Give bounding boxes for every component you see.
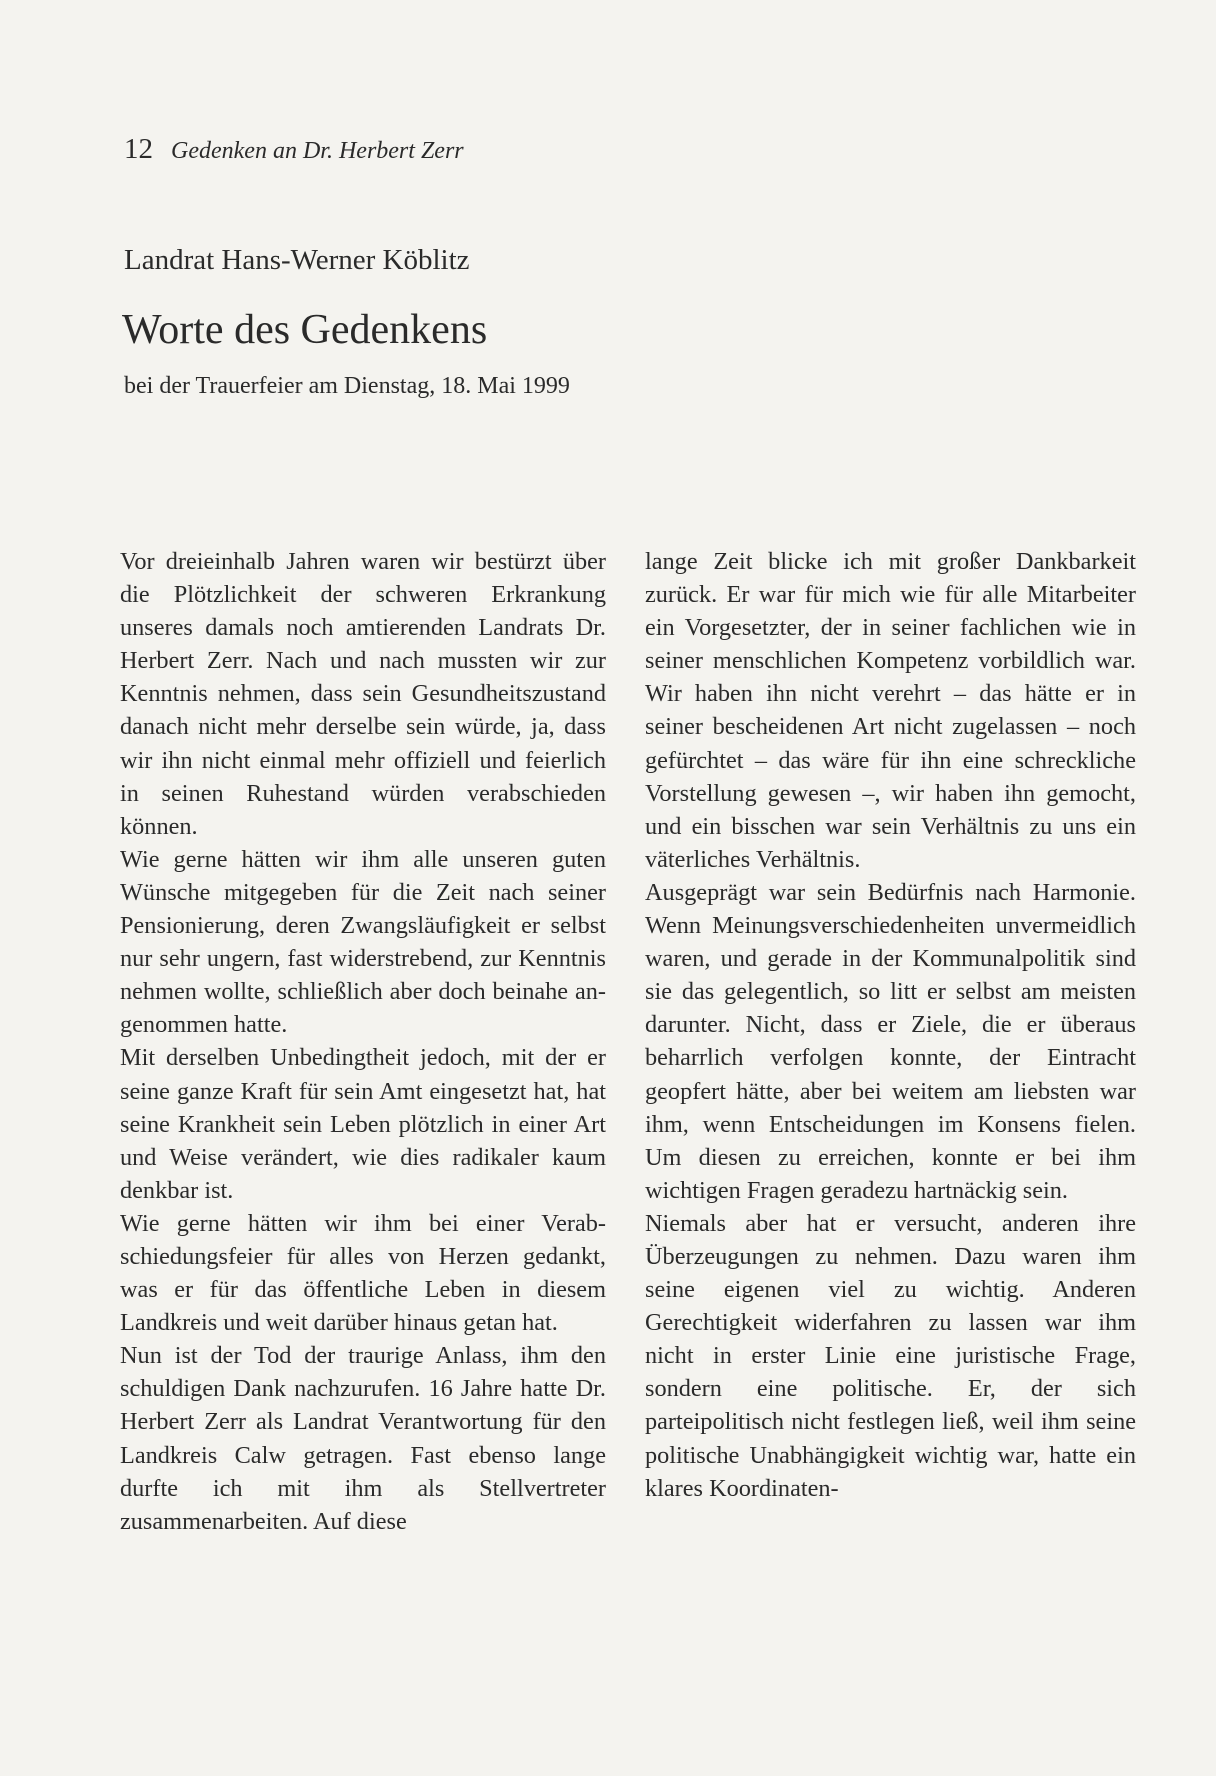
paragraph: Nun ist der Tod der traurige Anlass, ihm den schuldigen Dank nachzurufen. 16 Jahre hatte Dr. Herbert Zerr als Landrat Verantwortung für den Landkreis Calw getragen. Fast ebenso lange durfte ich mit ihm als Stellvertreter zusammenarbeiten. Auf diese <box>120 1342 606 1535</box>
paragraph: Wie gerne hätten wir ihm bei einer Verabschiedungsfeier für alles von Herzen gedankt, was er für das öffentliche Leben in diesem Landkreis und weit darüber hinaus getan hat. <box>120 1209 606 1337</box>
page-header <box>124 133 464 166</box>
paragraph: Vor dreieinhalb Jahren waren wir bestürzt über die Plötzlichkeit der schweren Erkrankung unseres damals noch amtierenden Landrats Dr. Herbert Zerr. Nach und nach mussten wir zur Kenntnis nehmen, dass sein Gesundheitszustand danach nicht mehr derselbe sein würde, ja, dass wir ihn nicht einmal mehr offiziell und feierlich in seinen Ruhestand würden verabschieden können. <box>120 548 606 840</box>
paragraph: Ausgeprägt war sein Bedürfnis nach Harmonie. Wenn Meinungsverschiedenheiten unvermeidlich waren, und gerade in der Kommunalpolitik sind sie das gelegentlich, so litt er selbst am meisten darunter. Nicht, dass er Ziele, die er überaus beharrlich verfolgen konnte, der Eintracht geopfert hätte, aber bei weitem am liebsten war ihm, wenn Entscheidungen im Konsens fielen. Um diesen zu erreichen, konnte er bei ihm wichtigen Fragen geradezu hartnäckig sein. <box>645 878 1136 1204</box>
page-number: 12 <box>124 133 153 165</box>
article-subtitle: bei der Trauerfeier am Dienstag, 18. Mai 1999 <box>124 373 570 399</box>
author-line: Landrat Hans-Werner Köblitz <box>124 244 470 276</box>
paragraph: Niemals aber hat er versucht, anderen ihre Überzeugungen zu nehmen. Dazu waren ihm seine eigenen viel zu wichtig. Anderen Gerechtigkeit widerfahren zu lassen war ihm nicht in erster Linie eine juristische Frage, sondern eine politische. Er, der sich parteipolitisch nicht festlegen ließ, weil ihm seine politische Unabhängigkeit wichtig war, hatte ein klares Koordinaten- <box>645 1209 1136 1502</box>
paragraph: lange Zeit blicke ich mit großer Dankbarkeit zurück. Er war für mich wie für alle Mitarbeiter ein Vorgesetzter, der in seiner fachlichen wie in seiner menschlichen Kompetenz vorbildlich war. Wir haben ihn nicht verehrt – das hätte er in seiner bescheidenen Art nicht zugelassen – noch gefürchtet – das wäre für ihn eine schreckliche Vorstellung gewesen –, wir haben ihn gemocht, und ein bisschen war sein Verhältnis zu uns ein väterliches Verhältnis. <box>645 548 1136 873</box>
paragraph: Wie gerne hätten wir ihm alle unseren guten Wünsche mitgegeben für die Zeit nach seiner Pensionierung, deren Zwangsläufigkeit er selbst nur sehr ungern, fast widerstrebend, zur Kenntnis nehmen wollte, schließlich aber doch beinahe angenommen hatte. <box>120 845 606 1039</box>
left-text-column <box>120 545 606 1538</box>
right-text-column <box>645 545 1136 1505</box>
paragraph: Mit derselben Unbedingtheit jedoch, mit der er seine ganze Kraft für sein Amt eingesetzt hat, hat seine Krankheit sein Leben plötzlich in einer Art und Weise verändert, wie dies radikaler kaum denkbar ist. <box>120 1044 606 1204</box>
running-title: Gedenken an Dr. Herbert Zerr <box>171 138 464 164</box>
article-title: Worte des Gedenkens <box>122 307 488 353</box>
